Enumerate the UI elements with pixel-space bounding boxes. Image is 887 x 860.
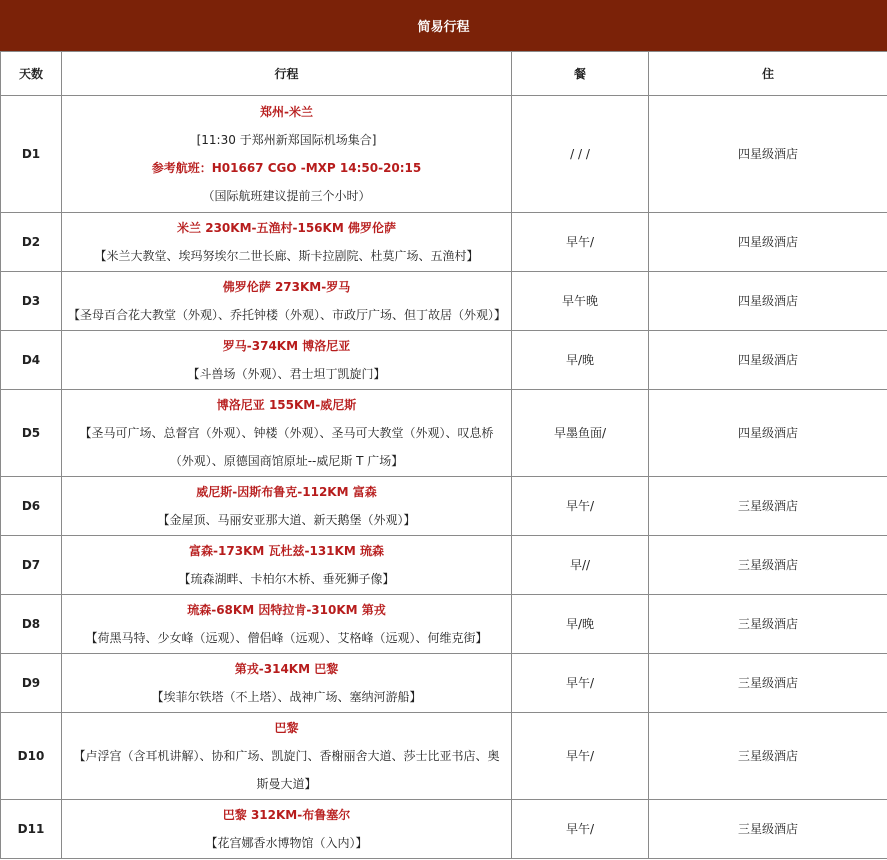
day-cell: D9 — [1, 654, 62, 713]
hotel-cell: 四星级酒店 — [649, 96, 887, 213]
meal-cell: 早午/ — [512, 213, 649, 272]
route-title: 巴黎 312KM-布鲁塞尔 — [222, 808, 351, 822]
route-sights: 【圣母百合花大教堂（外观）、乔托钟楼（外观）、市政厅广场、但丁故居（外观）】 — [68, 308, 507, 322]
table-row — [1, 654, 887, 713]
hotel-cell: 四星级酒店 — [649, 331, 887, 390]
route-sights: 【荷黑马特、少女峰（远观）、僧侣峰（远观）、艾格峰（远观）、何维克街】 — [85, 631, 488, 645]
hotel-cell: 四星级酒店 — [649, 390, 887, 477]
route-title: 佛罗伦萨 273KM-罗马 — [222, 280, 351, 294]
route-sights: 【花宫娜香水博物馆（入内）】 — [205, 836, 368, 850]
day-cell: D10 — [1, 713, 62, 800]
table-row — [1, 272, 887, 331]
day-cell: D11 — [1, 800, 62, 859]
hotel-cell: 三星级酒店 — [649, 477, 887, 536]
route-title: 罗马-374KM 博洛尼亚 — [222, 339, 351, 353]
table-row — [1, 213, 887, 272]
table-row — [1, 595, 887, 654]
route-cell — [62, 331, 512, 390]
table-row — [1, 713, 887, 800]
route-sights: 【卢浮宫（含耳机讲解）、协和广场、凯旋门、香榭丽舍大道、莎士比亚书店、奥斯曼大道】 — [73, 749, 500, 791]
meal-cell: 早午/ — [512, 477, 649, 536]
hotel-cell: 三星级酒店 — [649, 713, 887, 800]
route-sights: 【埃菲尔铁塔（不上塔）、战神广场、塞纳河游船】 — [151, 690, 422, 704]
flight-info: 参考航班：H01667 CGO -MXP 14:50-20:15 — [151, 161, 422, 175]
route-sights: 【金屋顶、马丽安亚那大道、新天鹅堡（外观）】 — [157, 513, 416, 527]
table-row — [1, 390, 887, 477]
route-sights: 【圣马可广场、总督宫（外观）、钟楼（外观）、圣马可大教堂（外观）、叹息桥（外观）、原德国商馆原址--威尼斯 T 广场】 — [79, 426, 494, 468]
hotel-cell: 三星级酒店 — [649, 595, 887, 654]
route-cell — [62, 595, 512, 654]
day-cell: D1 — [1, 96, 62, 213]
route-cell — [62, 800, 512, 859]
meal-cell: 早午/ — [512, 654, 649, 713]
route-title: 第戎-314KM 巴黎 — [234, 662, 339, 676]
column-header-day: 天数 — [1, 52, 62, 96]
route-title: 威尼斯-因斯布鲁克-112KM 富森 — [196, 485, 377, 499]
table-row — [1, 536, 887, 595]
hotel-cell: 四星级酒店 — [649, 213, 887, 272]
route-sights: 【米兰大教堂、埃玛努埃尔二世长廊、斯卡拉剧院、杜莫广场、五渔村】 — [94, 249, 479, 263]
day-cell: D4 — [1, 331, 62, 390]
column-header-hotel: 住 — [649, 52, 887, 96]
itinerary-table — [0, 51, 887, 859]
route-cell — [62, 272, 512, 331]
route-title: 琉森-68KM 因特拉肯-310KM 第戎 — [187, 603, 386, 617]
route-title: 富森-173KM 瓦杜兹-131KM 琉森 — [189, 544, 384, 558]
route-title: 博洛尼亚 155KM-威尼斯 — [216, 398, 357, 412]
route-note: （国际航班建议提前三个小时） — [202, 189, 371, 203]
column-header-route: 行程 — [62, 52, 512, 96]
route-cell — [62, 96, 512, 213]
day-cell: D2 — [1, 213, 62, 272]
route-sights: 【琉森湖畔、卡柏尔木桥、垂死狮子像】 — [178, 572, 395, 586]
route-cell — [62, 477, 512, 536]
meal-cell: 早午/ — [512, 800, 649, 859]
route-title: 郑州-米兰 — [260, 105, 313, 119]
hotel-cell: 三星级酒店 — [649, 800, 887, 859]
page-title-text: 简易行程 — [417, 20, 470, 35]
route-line: [11:30 于郑州新郑国际机场集合] — [196, 133, 377, 147]
meal-cell: 早/晚 — [512, 331, 649, 390]
page-title — [0, 0, 887, 51]
route-title: 巴黎 — [274, 721, 299, 735]
route-title: 米兰 230KM-五渔村-156KM 佛罗伦萨 — [177, 221, 396, 235]
hotel-cell: 三星级酒店 — [649, 536, 887, 595]
table-header-row — [1, 52, 887, 96]
day-cell: D7 — [1, 536, 62, 595]
day-cell: D6 — [1, 477, 62, 536]
day-cell: D5 — [1, 390, 62, 477]
table-row — [1, 477, 887, 536]
day-cell: D3 — [1, 272, 62, 331]
day-cell: D8 — [1, 595, 62, 654]
meal-cell: 早墨鱼面/ — [512, 390, 649, 477]
meal-cell: / / / — [512, 96, 649, 213]
table-row — [1, 331, 887, 390]
meal-cell: 早午晚 — [512, 272, 649, 331]
hotel-cell: 四星级酒店 — [649, 272, 887, 331]
column-header-meal: 餐 — [512, 52, 649, 96]
route-cell — [62, 713, 512, 800]
route-cell — [62, 213, 512, 272]
meal-cell: 早/晚 — [512, 595, 649, 654]
route-cell — [62, 390, 512, 477]
meal-cell: 早// — [512, 536, 649, 595]
meal-cell: 早午/ — [512, 713, 649, 800]
hotel-cell: 三星级酒店 — [649, 654, 887, 713]
table-row — [1, 800, 887, 859]
table-row — [1, 96, 887, 213]
route-cell — [62, 536, 512, 595]
route-sights: 【斗兽场（外观）、君士坦丁凯旋门】 — [187, 367, 386, 381]
route-cell — [62, 654, 512, 713]
